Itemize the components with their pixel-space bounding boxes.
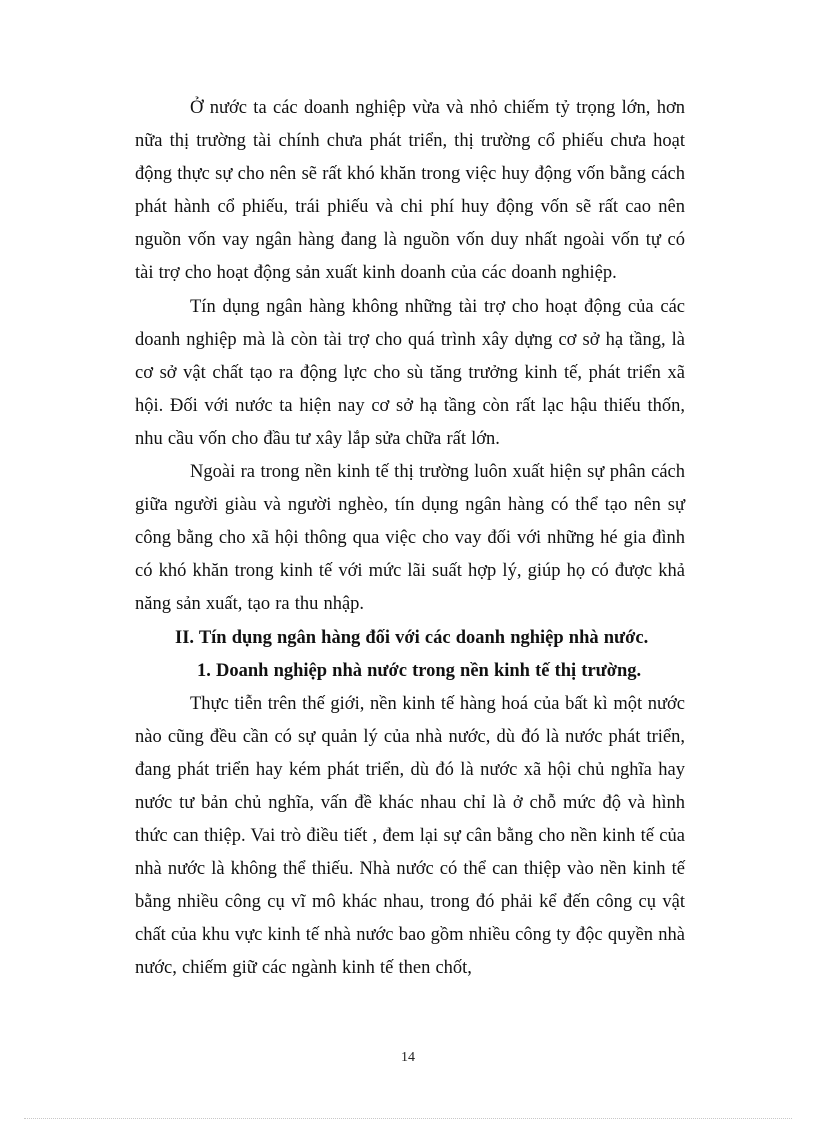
page-number: 14 [401, 1050, 415, 1065]
section-heading: II. Tín dụng ngân hàng đối với các doanh nghiệp nhà nước. [175, 627, 649, 648]
paragraph-2: Tín dụng ngân hàng không những tài trợ cho hoạt động của các doanh nghiệp mà là còn tài trợ cho quá trình xây dựng cơ sở hạ tầng, là cơ sở vật chất tạo ra động lực cho sù tăng trưởng kinh tế, phát triển xã hội. Đối với nước ta hiện nay cơ sở hạ tầng còn rất lạc hậu thiếu thốn, nhu cầu vốn cho đầu tư xây lắp sửa chữa rất lớn. [135, 296, 685, 449]
subsection-heading: 1. Doanh nghiệp nhà nước trong nền kinh tế thị trường. [197, 660, 642, 681]
body-text [135, 92, 685, 986]
paragraph-1: Ở nước ta các doanh nghiệp vừa và nhỏ chiếm tỷ trọng lớn, hơn nữa thị trường tài chính chưa phát triển, thị trường cổ phiếu chưa hoạt động thực sự cho nên sẽ rất khó khăn trong việc huy động vốn bằng cách phát hành cổ phiếu, trái phiếu và chi phí huy động vốn sẽ rất cao nên nguồn vốn vay ngân hàng đang là nguồn vốn duy nhất ngoài vốn tự có tài trợ cho hoạt động sản xuất kinh doanh của các doanh nghiệp. [135, 98, 685, 284]
paragraph-4: Thực tiễn trên thế giới, nền kinh tế hàng hoá của bất kì một nước nào cũng đều cần có sự quản lý của nhà nước, dù đó là nước phát triển, đang phát triển hay kém phát triển, dù đó là nước xã hội chủ nghĩa hay nước tư bản chủ nghĩa, vấn đề khác nhau chỉ là ở chỗ mức độ và hình thức can thiệp. Vai trò điều tiết , đem lại sự cân bằng cho nền kinh tế của nhà nước là không thể thiếu. Nhà nước có thể can thiệp vào nền kinh tế bằng nhiều công cụ vĩ mô khác nhau, trong đó phải kể đến công cụ vật chất của khu vực kinh tế nhà nước bao gồm nhiều công ty độc quyền nhà nước, chiếm giữ các ngành kinh tế then chốt, [135, 693, 685, 979]
page-divider [24, 1118, 792, 1119]
paragraph-3: Ngoài ra trong nền kinh tế thị trường luôn xuất hiện sự phân cách giữa người giàu và người nghèo, tín dụng ngân hàng có thể tạo nên sự công bằng cho xã hội thông qua việc cho vay đối với những hé gia đình có khó khăn trong kinh tế với mức lãi suất hợp lý, giúp họ có được khả năng sản xuất, tạo ra thu nhập. [135, 462, 685, 615]
